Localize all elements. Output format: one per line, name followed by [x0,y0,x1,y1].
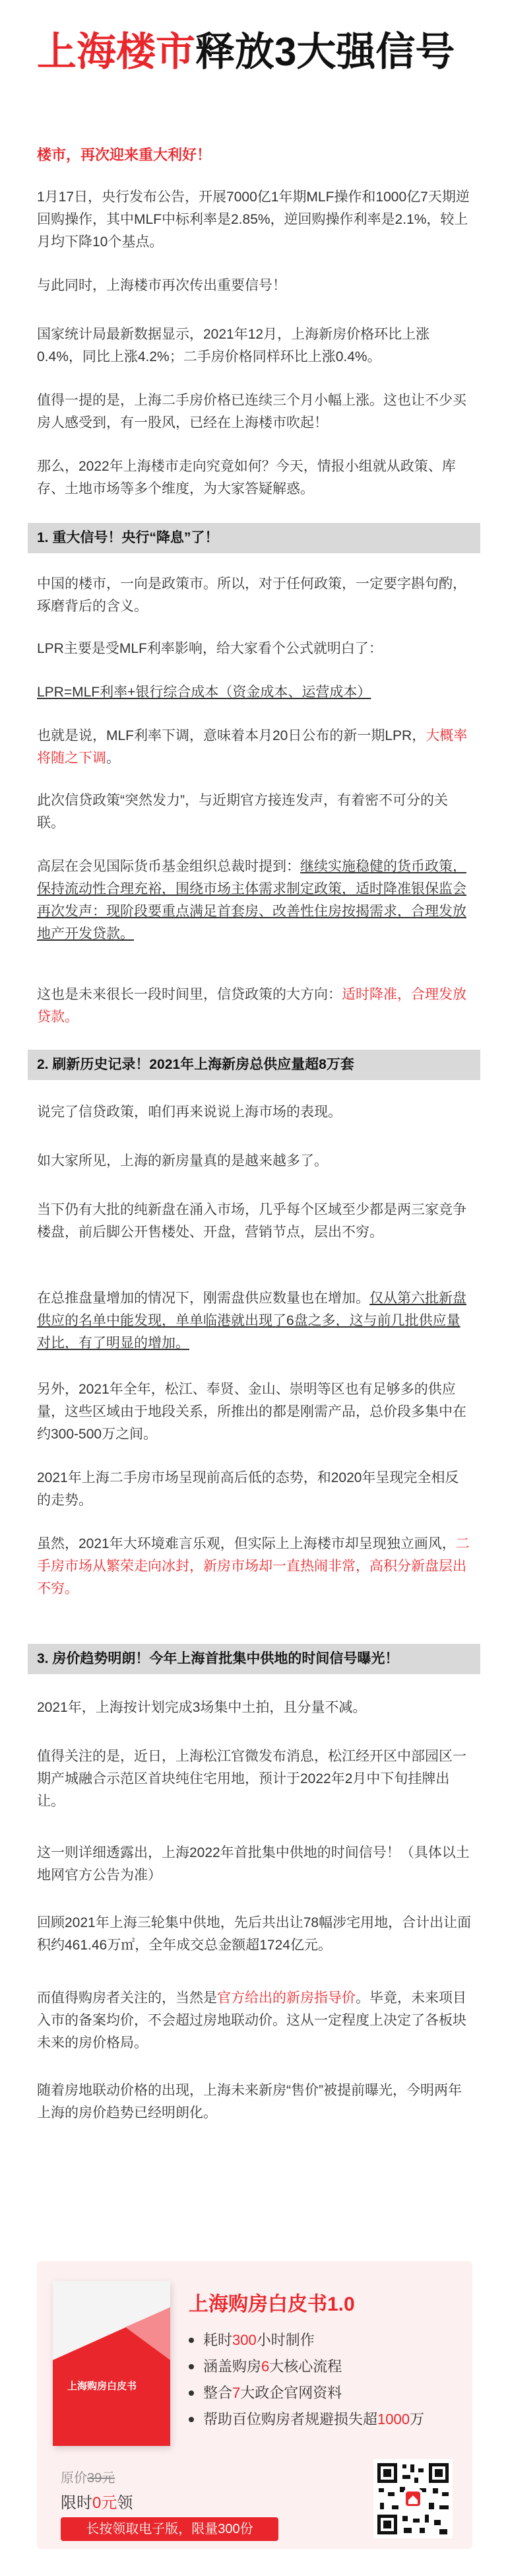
paragraph-text: 虽然，2021年大环境难言乐观，但实际上上海楼市却呈现独立画风， [37,1536,456,1551]
price-value: 0元 [92,2494,117,2512]
section-3-header: 3. 房价趋势明朗！今年上海首批集中供地的时间信号曝光！ [28,1644,480,1674]
book-cover-title: 上海购房白皮书 [67,2381,137,2392]
bullet-icon [189,2364,194,2369]
title-rest: 释放3大强信号 [195,30,455,74]
price-label: 原价 [61,2471,87,2486]
section-2-header: 2. 刷新历史记录！2021年上海新房总供应量超8万套 [28,1050,480,1080]
section-3-paragraph-2: 值得关注的是，近日，上海松江官微发布消息，松江经开区中部园区一期产城融合示范区首块纯住宅用地，预计于2022年2月中下旬挂牌出让。 [37,1749,466,1809]
intro-paragraph-5: 那么，2022年上海楼市走向究竟如何？今天，情报小组就从政策、库存、土地市场等多个维度，为大家答疑解惑。 [37,459,456,496]
section-2-paragraph-4 [37,1287,472,1355]
ad-title: 上海购房白皮书1.0 [189,2293,355,2315]
paragraph-text: 。毕竟，未来项目入市的备案均价，不会超过房地联动价。这从一定程度上决定了各板块未来的房价格局。 [37,1990,466,2051]
underlined-text: 仅从第六批新盘供应的名单中能发现，单单临港就出现了6盘之多，这与前几批供应量对比，有了明显的增加。 [37,1291,466,1351]
paragraph-text: 高层在会见国际货币基金组织总裁时提到： [37,859,300,874]
feature-text: 帮助百位购房者规避损失超 [203,2411,378,2427]
section-3-paragraph-5 [37,1987,472,2054]
paragraph-text: 这也是未来很长一段时间里，信贷政策的大方向： [37,987,342,1002]
section-1-paragraph-3 [37,725,472,770]
section-1-paragraph-2: LPR主要是受MLF利率影响，给大家看个公式就明白了： [37,641,383,656]
claim-ebook-button[interactable]: 长按领取电子版，限量300份 [61,2517,278,2541]
section-1-paragraph-5 [37,856,472,945]
price-value: 39元 [87,2471,115,2486]
price-suffix: 领 [117,2494,133,2512]
section-2-paragraph-2: 如大家所见，上海的新房量真的是越来越多了。 [37,1153,328,1169]
paragraph-text: 而值得购房者关注的，当然是 [37,1990,217,2006]
highlight-text: 大概率将随之下调 [37,728,468,766]
ad-feature-item [189,2354,424,2380]
section-3-paragraph-4: 回顾2021年上海三轮集中供地，先后共出让78幅涉宅用地，合计出让面积约461.46万㎡，全年成交总金额超1724亿元。 [37,1915,472,1953]
intro-paragraph-4: 值得一提的是，上海二手房价格已连续三个月小幅上涨。这也让不少买房人感受到，有一股风，已经在上海楼市吹起！ [37,393,466,430]
intro-paragraph-3: 国家统计局最新数据显示，2021年12月，上海新房价格环比上涨0.4%，同比上涨4.2%；二手房价格同样环比上涨0.4%。 [37,327,430,364]
feature-text: 小时制作 [256,2332,315,2348]
feature-number: 300 [232,2332,257,2348]
feature-text: 耗时 [203,2332,233,2348]
subtitle: 楼市，再次迎来重大利好！ [37,147,212,163]
intro-paragraph-2: 与此同时，上海楼市再次传出重要信号！ [37,278,286,293]
section-1-paragraph-1: 中国的楼市，一向是政策市。所以，对于任何政策，一定要字斟句酌，琢磨背后的含义。 [37,576,466,614]
bullet-icon [189,2390,194,2396]
page-title [37,26,472,78]
section-1-paragraph-4: 此次信贷政策“突然发力”，与近期官方接连发声，有着密不可分的关联。 [37,793,448,830]
bullet-icon [189,2417,194,2422]
paragraph-text: 也就是说，MLF利率下调，意味着本月20日公布的新一期LPR， [37,728,426,743]
section-1-header: 1. 重大信号！央行“降息”了！ [28,523,480,553]
book-cover-art [53,2281,170,2446]
section-2-paragraph-6: 2021年上海二手房市场呈现前高后低的态势，和2020年呈现完全相反的走势。 [37,1470,459,1508]
feature-text: 整合 [203,2385,233,2401]
underlined-text: 继续实施稳健的货币政策，保持流动性合理充裕，围绕市场主体需求制定政策，适时降准银保监会再次发声：现阶段要重点满足首套房、改善性住房按揭需求，合理发放地产开发贷款。 [37,859,466,941]
highlight-text: 适时降准，合理发放贷款。 [37,987,466,1025]
feature-text: 大核心流程 [269,2358,342,2375]
paragraph-text: 在总推盘量增加的情况下，刚需盘供应数量也在增加。 [37,1291,369,1306]
whitepaper-ad-card[interactable] [37,2261,472,2549]
section-1-paragraph-6 [37,984,472,1029]
bullet-icon [189,2338,194,2343]
original-price [61,2467,115,2486]
ad-feature-item [189,2327,424,2354]
feature-text: 大政企官网资料 [240,2385,342,2401]
section-3-paragraph-3: 这一则详细透露出，上海2022年首批集中供地的时间信号！（具体以土地网官方公告为准） [37,1845,470,1883]
qr-code-icon[interactable] [373,2459,453,2538]
paragraph-text: 。 [106,751,120,766]
price-label: 限时 [61,2494,92,2512]
lpr-formula: LPR=MLF利率+银行综合成本（资金成本、运营成本） [37,685,371,700]
highlight-text: 二手房市场从繁荣走向冰封，新房市场却一直热闹非常，高积分新盘层出不穷。 [37,1536,470,1596]
section-2-paragraph-3: 当下仍有大批的纯新盘在涌入市场，几乎每个区域至少都是两三家竞争楼盘，前后脚公开售楼处、开盘，营销节点，层出不穷。 [37,1202,466,1240]
feature-text: 万 [409,2411,424,2427]
ad-feature-list [189,2327,424,2433]
feature-number: 6 [261,2358,270,2375]
section-2-paragraph-7 [37,1533,472,1600]
intro-paragraph-1: 1月17日，央行发布公告，开展7000亿1年期MLF操作和1000亿7天期逆回购操作，其中MLF中标利率是2.85%，逆回购操作利率是2.1%，较上月均下降10个基点。 [37,189,470,250]
book-cover-image [53,2281,170,2446]
ad-feature-item [189,2380,424,2406]
feature-text: 涵盖购房 [203,2358,262,2375]
section-2-paragraph-5: 另外，2021年全年，松江、奉贤、金山、崇明等区也有足够多的供应量，这些区域由于地段关系，所推出的都是刚需产品，总价段多集中在约300-500万之间。 [37,1382,466,1442]
ad-feature-item [189,2406,424,2433]
section-2-paragraph-1: 说完了信贷政策，咱们再来说说上海市场的表现。 [37,1104,342,1120]
section-3-paragraph-1: 2021年，上海按计划完成3场集中土拍，且分量不减。 [37,1700,367,1715]
highlight-text: 官方给出的新房指导价 [217,1990,356,2006]
current-price [61,2490,133,2513]
feature-number: 1000 [377,2411,410,2427]
title-highlight: 上海楼市 [37,30,195,74]
section-3-paragraph-6: 随着房地联动价格的出现，上海未来新房“售价”被提前曝光，今明两年上海的房价趋势已经明朗化。 [37,2083,462,2120]
feature-number: 7 [232,2385,241,2401]
